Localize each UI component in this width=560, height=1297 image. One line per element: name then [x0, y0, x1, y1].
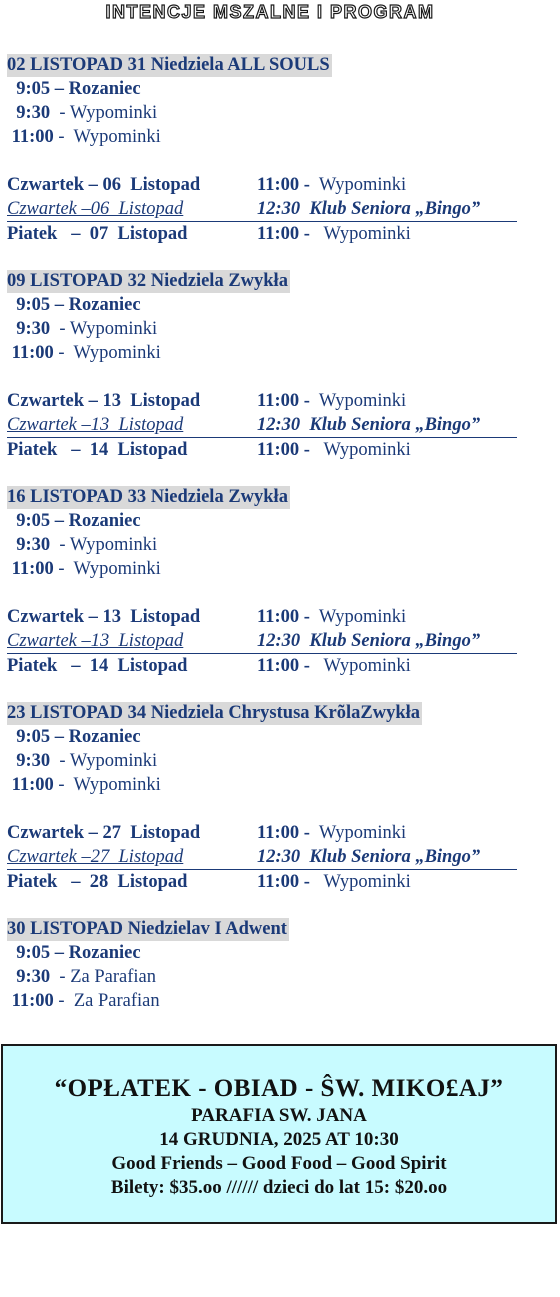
weekday-row — [7, 870, 517, 894]
weekday-text: Klub Seniora „Bingo” — [300, 631, 481, 651]
mass-row — [7, 941, 517, 965]
mass-intention: Za Parafian — [70, 967, 156, 987]
weekday-text: Wypominki — [309, 175, 407, 195]
page-title: INTENCJE MSZALNE I PROGRAM — [105, 2, 435, 22]
mass-time: 9:30 — [7, 535, 51, 555]
week-block — [7, 918, 517, 1013]
club-event-row — [7, 413, 517, 438]
weekday-row — [7, 821, 517, 845]
mass-row — [7, 101, 517, 125]
weekday-row — [7, 173, 517, 197]
mass-separator: - — [53, 991, 74, 1011]
weekday-date: Czwartek –13 Listopad — [7, 631, 184, 651]
weekday-date: Czwartek –27 Listopad — [7, 847, 184, 867]
weekday-row — [7, 222, 517, 246]
mass-schedule — [7, 54, 517, 1037]
weekday-date: Piatek – 14 Listopad — [7, 656, 188, 676]
mass-separator: - — [53, 559, 74, 579]
mass-intention: Za Parafian — [73, 991, 160, 1011]
weekday-text: Wypominki — [309, 224, 411, 244]
mass-intention: Wypominki — [69, 319, 158, 339]
mass-separator: - — [50, 967, 71, 987]
weekday-detail — [257, 197, 517, 221]
mass-row — [7, 965, 517, 989]
mass-time: 9:30 — [7, 751, 51, 771]
mass-time: 11:00 — [7, 775, 54, 795]
mass-separator: - — [50, 535, 70, 555]
mass-intention: Wypominki — [73, 343, 161, 363]
week-heading: 16 LISTOPAD 33 Niedziela Zwykła — [7, 487, 288, 507]
weekday-time: 12:30 — [257, 631, 301, 651]
mass-intention: Rozaniec — [68, 295, 141, 315]
spacer — [7, 149, 517, 173]
mass-row — [7, 989, 517, 1013]
mass-separator: – — [50, 727, 69, 747]
week-block — [7, 486, 517, 678]
club-event-row — [7, 845, 517, 870]
weekday-detail — [257, 389, 517, 413]
mass-separator: – — [50, 511, 69, 531]
week-heading: 30 LISTOPAD Niedzielav I Adwent — [7, 919, 287, 939]
mass-time: 11:00 — [7, 343, 54, 363]
weekday-time: 11:00 - — [257, 224, 310, 244]
mass-row — [7, 125, 517, 149]
mass-separator: - — [53, 127, 74, 147]
weekday-time: 12:30 — [257, 847, 301, 867]
weekday-text: Klub Seniora „Bingo” — [300, 847, 481, 867]
mass-time: 11:00 — [7, 991, 54, 1011]
week-block — [7, 270, 517, 462]
weekday-text: Wypominki — [309, 607, 407, 627]
event-announcement — [1, 1044, 557, 1224]
event-tickets: Bilety: $35.oo ////// dzieci do lat 15: $20.oo — [110, 1177, 448, 1198]
weekday-row — [7, 605, 517, 629]
weekday-detail — [257, 821, 517, 845]
event-motto: Good Friends – Good Food – Good Spirit — [111, 1153, 447, 1174]
weekday-time: 11:00 - — [257, 656, 310, 676]
weekday-date: Czwartek – 13 Listopad — [7, 607, 201, 627]
weekday-date: Czwartek – 06 Listopad — [7, 175, 201, 195]
weekday-detail — [257, 870, 517, 894]
event-date: 14 GRUDNIA, 2025 AT 10:30 — [159, 1129, 399, 1150]
mass-intention: Wypominki — [69, 103, 158, 123]
weekday-text: Wypominki — [309, 872, 411, 892]
mass-row — [7, 533, 517, 557]
weekday-time: 11:00 - — [257, 872, 310, 892]
mass-intention: Rozaniec — [68, 727, 141, 747]
weekday-time: 11:00 - — [257, 391, 310, 411]
weekday-detail — [257, 173, 517, 197]
weekday-row — [7, 654, 517, 678]
mass-row — [7, 293, 517, 317]
mass-time: 9:05 — [7, 511, 51, 531]
weekday-detail — [257, 605, 517, 629]
weekday-text: Wypominki — [309, 656, 411, 676]
mass-intention: Wypominki — [73, 127, 161, 147]
mass-intention: Rozaniec — [68, 943, 141, 963]
mass-row — [7, 77, 517, 101]
mass-intention: Rozaniec — [68, 79, 141, 99]
mass-time: 9:30 — [7, 103, 51, 123]
mass-intention: Rozaniec — [68, 511, 141, 531]
week-block — [7, 702, 517, 894]
weekday-text: Wypominki — [309, 391, 407, 411]
mass-time: 9:30 — [7, 319, 51, 339]
weekday-date: Piatek – 07 Listopad — [7, 224, 188, 244]
weekday-detail — [257, 222, 517, 246]
event-parish: PARAFIA SW. JANA — [191, 1105, 367, 1126]
weekday-text: Wypominki — [309, 823, 407, 843]
weekday-text: Wypominki — [309, 440, 411, 460]
weekday-detail — [257, 438, 517, 462]
mass-row — [7, 725, 517, 749]
weekday-time: 11:00 - — [257, 175, 310, 195]
weekday-date: Czwartek –06 Listopad — [7, 199, 184, 219]
weekday-date: Czwartek – 13 Listopad — [7, 391, 201, 411]
mass-intention: Wypominki — [73, 559, 161, 579]
weekday-text: Klub Seniora „Bingo” — [300, 415, 481, 435]
spacer — [7, 581, 517, 605]
weekday-detail — [257, 629, 517, 653]
club-event-row — [7, 197, 517, 222]
mass-separator: – — [50, 295, 69, 315]
weekday-row — [7, 389, 517, 413]
mass-row — [7, 749, 517, 773]
mass-row — [7, 341, 517, 365]
mass-time: 11:00 — [7, 559, 54, 579]
weekday-detail — [257, 845, 517, 869]
week-heading: 02 LISTOPAD 31 Niedziela ALL SOULS — [7, 55, 330, 75]
mass-time: 9:05 — [7, 295, 51, 315]
weekday-time: 11:00 - — [257, 440, 310, 460]
mass-separator: - — [53, 343, 74, 363]
weekday-date: Czwartek – 27 Listopad — [7, 823, 201, 843]
mass-separator: – — [50, 943, 69, 963]
mass-intention: Wypominki — [69, 751, 158, 771]
weekday-text: Klub Seniora „Bingo” — [300, 199, 481, 219]
mass-row — [7, 317, 517, 341]
weekday-time: 11:00 - — [257, 607, 310, 627]
mass-intention: Wypominki — [73, 775, 161, 795]
mass-row — [7, 773, 517, 797]
mass-separator: - — [50, 751, 70, 771]
mass-time: 9:05 — [7, 79, 51, 99]
weekday-detail — [257, 413, 517, 437]
weekday-row — [7, 438, 517, 462]
week-heading: 23 LISTOPAD 34 Niedziela Chrystusa KrõlaZwykła — [7, 703, 421, 723]
week-block — [7, 54, 517, 246]
weekday-date: Piatek – 14 Listopad — [7, 440, 188, 460]
mass-separator: - — [50, 103, 70, 123]
weekday-date: Czwartek –13 Listopad — [7, 415, 184, 435]
weekday-date: Piatek – 28 Listopad — [7, 872, 188, 892]
mass-separator: - — [53, 775, 74, 795]
mass-intention: Wypominki — [69, 535, 158, 555]
weekday-time: 12:30 — [257, 199, 301, 219]
mass-time: 9:30 — [7, 967, 51, 987]
event-headline: “OPŁATEK - OBIAD - ŜW. MIKO£AJ” — [54, 1075, 504, 1102]
mass-row — [7, 509, 517, 533]
weekday-time: 12:30 — [257, 415, 301, 435]
mass-row — [7, 557, 517, 581]
weekday-time: 11:00 - — [257, 823, 310, 843]
week-heading: 09 LISTOPAD 32 Niedziela Zwykła — [7, 271, 288, 291]
club-event-row — [7, 629, 517, 654]
mass-separator: - — [50, 319, 70, 339]
weekday-detail — [257, 654, 517, 678]
spacer — [7, 797, 517, 821]
mass-time: 11:00 — [7, 127, 54, 147]
mass-time: 9:05 — [7, 727, 51, 747]
mass-time: 9:05 — [7, 943, 51, 963]
spacer — [7, 365, 517, 389]
mass-separator: – — [50, 79, 69, 99]
